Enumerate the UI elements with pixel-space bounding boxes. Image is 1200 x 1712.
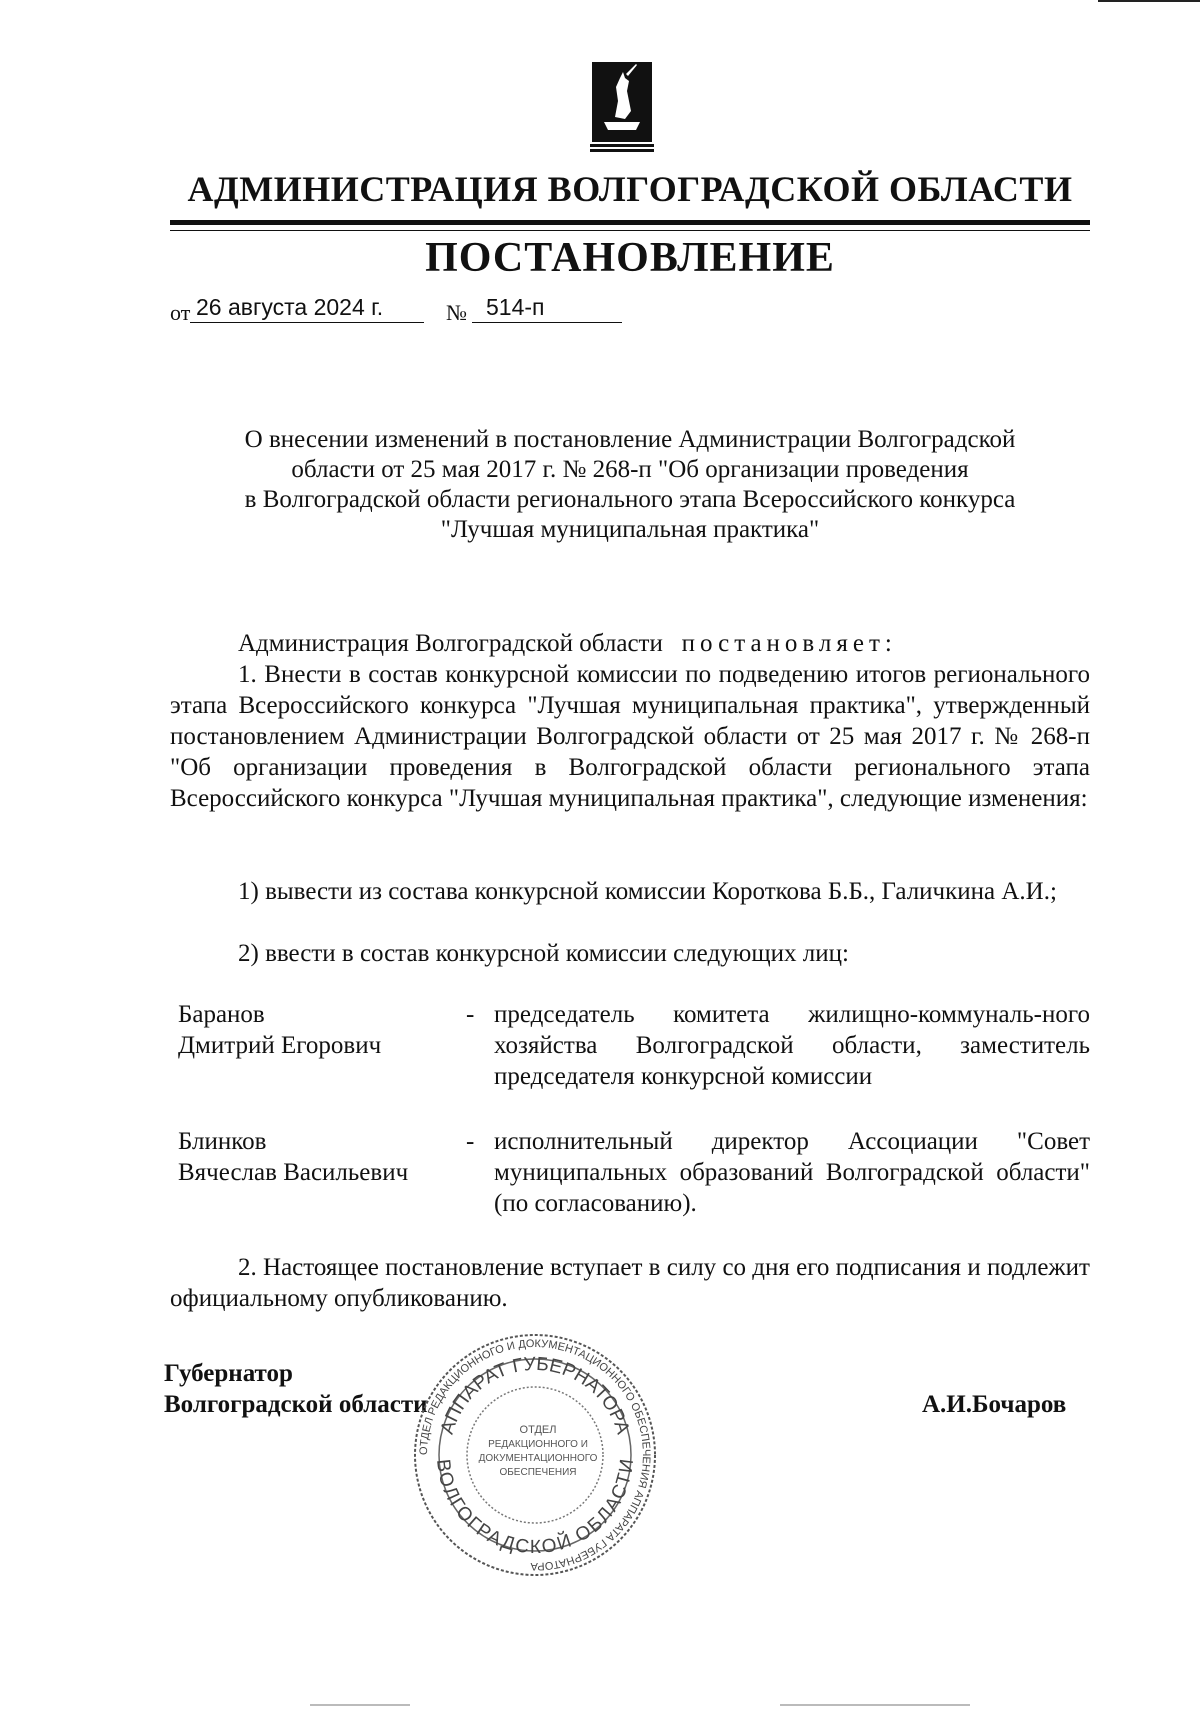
item-2-text: 2. Настоящее постановление вступает в силу со дня его подписания и подлежит официальному опубликованию. bbox=[170, 1254, 1090, 1312]
member-surname: Баранов bbox=[178, 1001, 265, 1028]
seal-outer-text: ОТДЕЛ РЕДАКЦИОННОГО И ДОКУМЕНТАЦИОННОГО ОБЕСПЕЧЕНИЯ АППАРАТА ГУБЕРНАТОРА bbox=[417, 1337, 653, 1573]
header-rule-thin bbox=[170, 230, 1090, 231]
member-2-position: исполнительный директор Ассоциации "Совет муниципальных образований Волгоградской области" (по согласованию). bbox=[494, 1128, 1090, 1217]
svg-text:ОТДЕЛ: ОТДЕЛ bbox=[519, 1424, 557, 1436]
member-2-name bbox=[178, 1126, 468, 1188]
signatory-role bbox=[164, 1358, 428, 1420]
official-stamp-seal bbox=[410, 1330, 660, 1580]
date-from-label: от bbox=[170, 300, 191, 325]
svg-text:ОБЕСПЕЧЕНИЯ: ОБЕСПЕЧЕНИЯ bbox=[499, 1467, 577, 1478]
volgograd-emblem-icon bbox=[590, 60, 654, 156]
footer-scan-artifact bbox=[780, 1704, 970, 1706]
header-rule-thick bbox=[170, 220, 1090, 225]
signatory-role-line: Волгоградской области bbox=[164, 1391, 428, 1418]
document-subject bbox=[160, 425, 1100, 545]
document-date: 26 августа 2024 г. bbox=[190, 292, 424, 323]
decree-item-2 bbox=[170, 1252, 1090, 1314]
document-type-title: ПОСТАНОВЛЕНИЕ bbox=[425, 235, 835, 281]
item-1-text: 1. Внести в состав конкурсной комиссии по подведению итогов регионального этапа Всероссийского конкурса "Лучшая муниципальная практика", утвержденный постановлением Администрации Волгоградской области от 25 мая 2017 г. № 268-п "Об организации проведения в Волгоградской области регионального этапа Всероссийского конкурса "Лучшая муниципальная практика", следующие изменения: bbox=[170, 661, 1090, 812]
member-2-dash: - bbox=[466, 1128, 475, 1155]
svg-text:РЕДАКЦИОННОГО И: РЕДАКЦИОННОГО И bbox=[488, 1439, 588, 1450]
scan-corner-line bbox=[1098, 0, 1200, 2]
member-given-names: Дмитрий Егорович bbox=[178, 1032, 382, 1059]
decree-item-1-2 bbox=[170, 938, 1090, 969]
document-number: 514-п bbox=[472, 292, 622, 323]
member-1-dash: - bbox=[466, 1001, 475, 1028]
signatory-role-line: Губернатор bbox=[164, 1360, 293, 1387]
item-1-1-text: 1) вывести из состава конкурсной комиссии Короткова Б.Б., Галичкина А.И.; bbox=[238, 878, 1057, 905]
decree-item-1 bbox=[170, 659, 1090, 814]
seal-center-text bbox=[479, 1424, 598, 1478]
decree-item-1-1 bbox=[170, 876, 1090, 907]
number-label: № bbox=[446, 300, 467, 325]
item-1-2-text: 2) ввести в состав конкурсной комиссии следующих лиц: bbox=[238, 940, 849, 967]
organization-title: АДМИНИСТРАЦИЯ ВОЛГОГРАДСКОЙ ОБЛАСТИ bbox=[187, 169, 1073, 209]
intro-text: Администрация Волгоградской области bbox=[238, 630, 663, 657]
footer-scan-artifact bbox=[310, 1704, 410, 1706]
decree-intro bbox=[170, 628, 1090, 659]
subject-line: "Лучшая муниципальная практика" bbox=[440, 516, 820, 543]
subject-line: О внесении изменений в постановление Администрации Волгоградской bbox=[244, 426, 1016, 453]
svg-text:ДОКУМЕНТАЦИОННОГО: ДОКУМЕНТАЦИОННОГО bbox=[478, 1453, 598, 1464]
member-1-position: председатель комитета жилищно-коммуналь-ного хозяйства Волгоградской области, заместитель председателя конкурсной комиссии bbox=[494, 1001, 1090, 1090]
decree-word: постановляет: bbox=[681, 630, 897, 657]
member-1-name bbox=[178, 999, 468, 1061]
subject-line: в Волгоградской области регионального этапа Всероссийского конкурса bbox=[244, 486, 1016, 513]
member-given-names: Вячеслав Васильевич bbox=[178, 1159, 409, 1186]
seal-middle-bottom: ВОЛГОГРАДСКОЙ ОБЛАСТИ bbox=[432, 1458, 638, 1558]
subject-line: области от 25 мая 2017 г. № 268-п "Об организации проведения bbox=[291, 456, 969, 483]
member-surname: Блинков bbox=[178, 1128, 267, 1155]
seal-middle-top: АППАРАТ ГУБЕРНАТОРА bbox=[436, 1353, 634, 1437]
signatory-name: А.И.Бочаров bbox=[922, 1391, 1067, 1418]
